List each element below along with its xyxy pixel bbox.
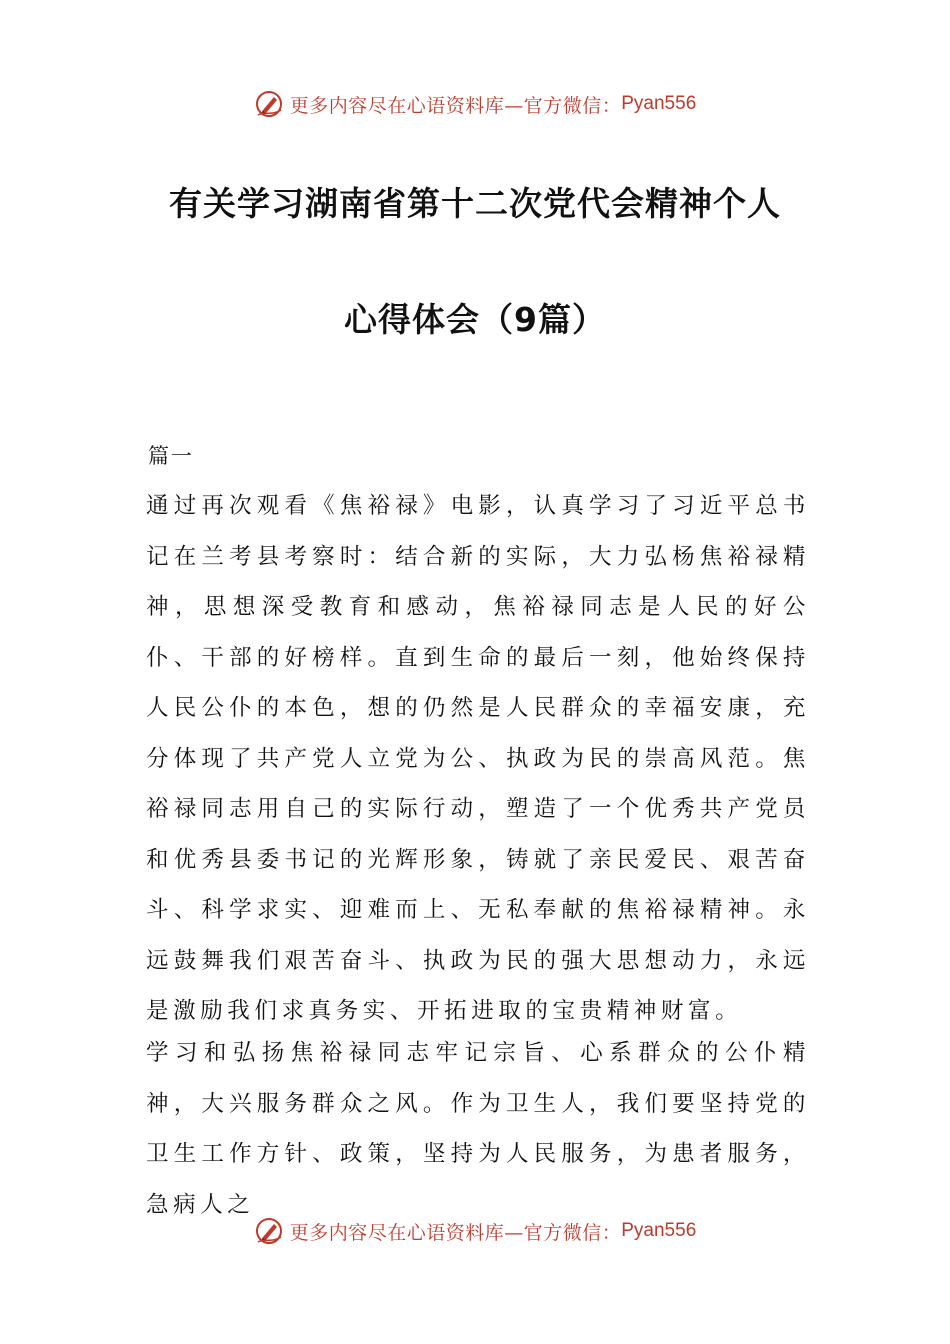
body-paragraph-2: 学习和弘扬焦裕禄同志牢记宗旨、心系群众的公仆精神，大兴服务群众之风。作为卫生人，我们要坚持党的卫生工作方针、政策，坚持为人民服务，为患者服务，急病人之: [146, 1040, 810, 1218]
section-label: 篇一: [148, 444, 194, 468]
header-banner-text: 更多内容尽在心语资料库—官方微信：: [289, 94, 622, 117]
footer-banner-text: 更多内容尽在心语资料库—官方微信：: [289, 1221, 622, 1244]
header-banner: [0, 84, 950, 124]
pen-logo-icon: [254, 1216, 284, 1246]
document-title-line2: 心得体会（9篇）: [344, 300, 606, 339]
document-title-line1: 有关学习湖南省第十二次党代会精神个人: [169, 184, 781, 223]
header-wechat-id: Pyan556: [621, 93, 697, 114]
body-paragraph-1: 通过再次观看《焦裕禄》电影，认真学习了习近平总书记在兰考县考察时：结合新的实际，大力弘杨焦裕禄精神，思想深受教育和感动，焦裕禄同志是人民的好公仆、干部的好榜样。直到生命的最后一刻，他始终保持人民公仆的本色，想的仍然是人民群众的幸福安康，充分体现了共产党人立党为公、执政为民的崇高风范。焦裕禄同志用自己的实际行动，塑造了一个优秀共产党员和优秀县委书记的光辉形象，铸就了亲民爱民、艰苦奋斗、科学求实、迎难而上、无私奉献的焦裕禄精神。永远鼓舞我们艰苦奋斗、执政为民的强大思想动力，永远是激励我们求真务实、开拓进取的宝贵精神财富。: [146, 493, 810, 1024]
footer-banner: [0, 1211, 950, 1251]
pen-logo-icon: [254, 89, 284, 119]
footer-wechat-id: Pyan556: [621, 1220, 697, 1241]
